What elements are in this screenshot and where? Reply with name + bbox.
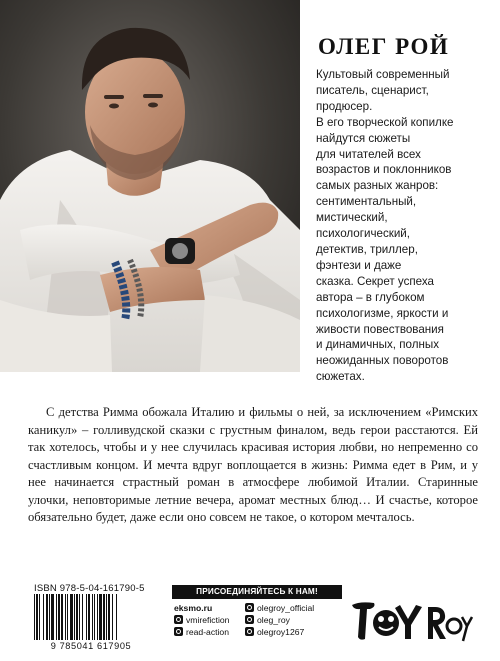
bio-line: фэнтези и даже bbox=[316, 258, 402, 272]
instagram-link-official[interactable] bbox=[245, 603, 314, 614]
vk-link[interactable] bbox=[174, 615, 229, 626]
site-link[interactable]: eksmo.ru bbox=[174, 603, 213, 613]
instagram-icon bbox=[245, 615, 254, 624]
join-banner: ПРИСОЕДИНЯЙТЕСЬ К НАМ! bbox=[172, 585, 342, 599]
bio-line: детектив, триллер, bbox=[316, 242, 418, 256]
bio-line: самых разных жанров: bbox=[316, 179, 439, 193]
instagram-icon bbox=[245, 603, 254, 612]
vk-icon bbox=[174, 615, 183, 624]
bio-line: Культовый современный bbox=[316, 68, 450, 81]
bio-line: сентиментальный, bbox=[316, 195, 417, 209]
read-action-label: read-action bbox=[186, 627, 229, 637]
bio-line: для читателей всех bbox=[316, 147, 421, 161]
bio-line: психологический, bbox=[316, 227, 410, 241]
facebook-icon bbox=[245, 627, 254, 636]
read-action-icon bbox=[174, 627, 183, 636]
bio-line: неожиданных поворотов bbox=[316, 354, 449, 368]
instagram-label: olegroy_official bbox=[257, 603, 315, 613]
instagram-link-personal[interactable] bbox=[245, 615, 290, 626]
bio-line: найдутся сюжеты bbox=[316, 131, 411, 145]
bio-line: продюсер. bbox=[316, 99, 373, 113]
read-action-link[interactable] bbox=[174, 627, 229, 638]
toy-roy-logo bbox=[350, 599, 474, 645]
bio-line: живости повествования bbox=[316, 322, 444, 336]
barcode bbox=[32, 594, 150, 644]
bio-line: автора – в глубоком bbox=[316, 290, 425, 304]
instagram-label: oleg_roy bbox=[257, 615, 290, 625]
vk-label: vmirefiction bbox=[186, 615, 230, 625]
bio-line: и динамичных, полных bbox=[316, 338, 440, 352]
bio-line: возрастов и поклонников bbox=[316, 163, 452, 177]
facebook-label: olegroy1267 bbox=[257, 627, 305, 637]
book-annotation: С детства Римма обожала Италию и фильмы о ней, за исключением «Римских каникул» – голливудской сказки с грустным финалом, ведь герои расстаются. Ей так хотелось, чтобы и у нее случилась красивая история любви, но непременно со счастливым концом. И мечта вдруг воплощается в жизнь: Римма едет в Рим, и у нее начинается страстный роман в атмосфере любимой Италии. Старинные улочки, неповторимые летние вечера, аромат местных блюд… И счастье, которое обязательно будет, даже если оно совсем не такое, о котором мечталось. bbox=[28, 405, 478, 524]
isbn-label: ISBN 978-5-04-161790-5 bbox=[34, 583, 145, 594]
bio-line: сказка. Секрет успеха bbox=[316, 274, 434, 288]
bio-line: писатель, сценарист, bbox=[316, 83, 429, 97]
bio-line: мистический, bbox=[316, 211, 388, 225]
bio-line: сюжетах. bbox=[316, 370, 365, 384]
facebook-link[interactable] bbox=[245, 627, 304, 638]
barcode-digits: 9 785041 617905 bbox=[50, 641, 132, 651]
bio-line: В его творческой копилке bbox=[316, 115, 454, 129]
author-photo bbox=[0, 0, 300, 372]
author-bio bbox=[316, 67, 494, 385]
author-name: ОЛЕГ РОЙ bbox=[318, 34, 450, 59]
bio-line: психологизме, яркости и bbox=[316, 306, 449, 320]
